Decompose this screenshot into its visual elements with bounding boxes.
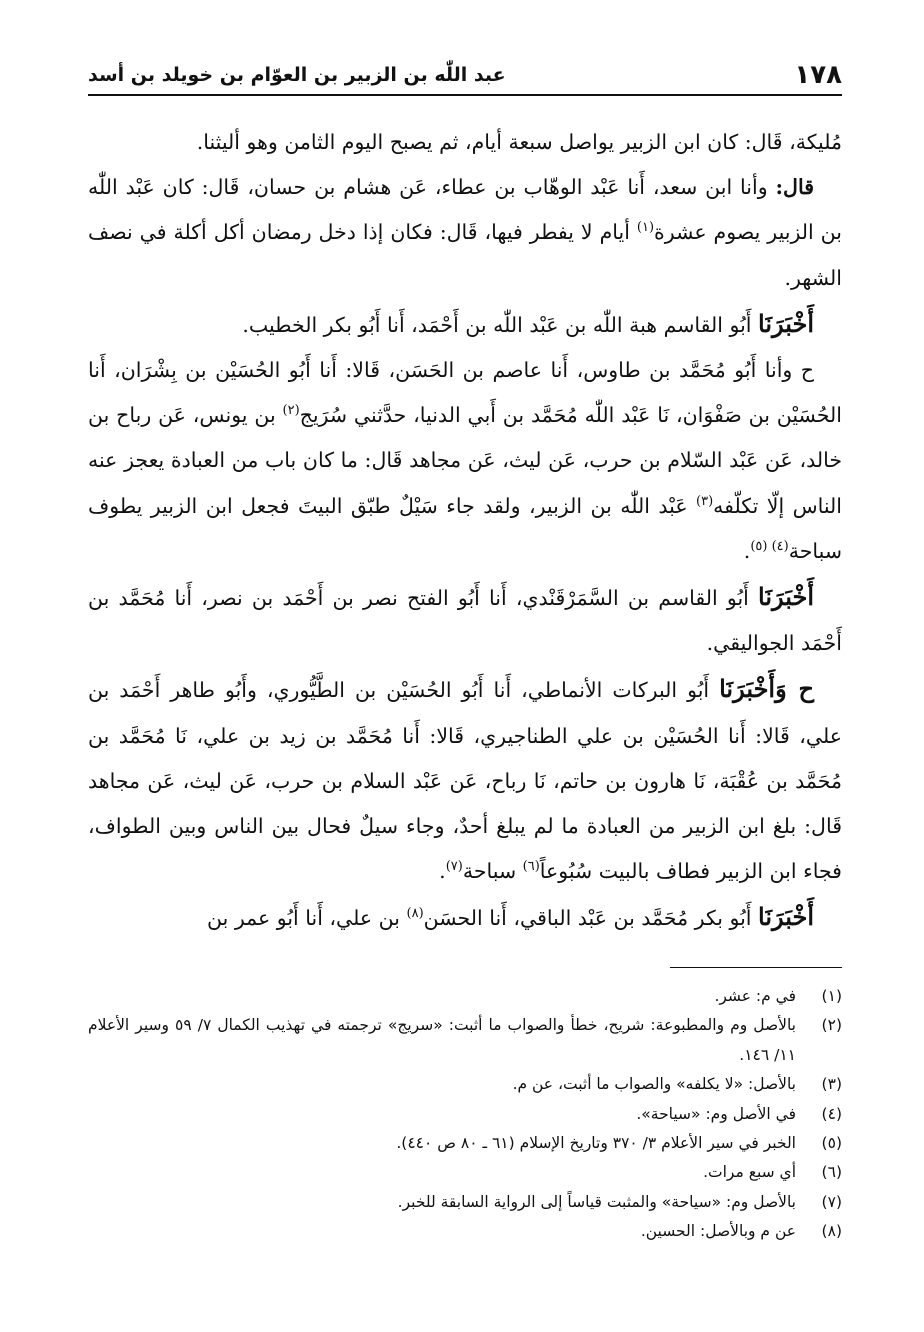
footnote-number: (٤) (821, 1104, 842, 1123)
footnote-number: (٢) (821, 1016, 842, 1035)
footnote-ref[interactable]: (٣) (696, 493, 714, 509)
paragraph-text: أَبُو البركات الأنماطي، أَنا أَبُو الحُسَيْن بن الطَّيُّوري، وأَبُو طاهر أَحْمَد بن علي، قَالا: أَنا الحُسَيْن بن علي الطناجيري، قَالا: أَنا مُحَمَّد بن زيد بن علي، نَا مُحَمَّد بن مُحَمَّد بن عُقْبَة، نَا هارون بن حاتم، نَا رباح، عَن عَبْد السلام بن حرب، عَن ليث، عَن مجاهد قَال: بلغ ابن الزبير من العبادة ما لم يبلغ أحدٌ، وجاء سيلٌ فحال بين الناس وبين الطواف، فجاء ابن الزبير فطاف بالبيت سُبُوعاً (88, 678, 842, 884)
paragraph-text: بن علي، أَنا أَبُو عمر بن (207, 906, 407, 931)
paragraph-5 (88, 574, 842, 666)
paragraph-text: أَبُو بكر مُحَمَّد بن عَبْد الباقي، أَنا الحسَن (423, 906, 759, 931)
footnote-text: بالأصل: «لا يكلفه» والصواب ما أثبت، عن م. (512, 1075, 796, 1094)
running-title: عبد اللّٰه بن الزبير بن العوّام بن خويلد بن أسد (88, 64, 506, 86)
ha-wa-keyword: ح وَ (775, 674, 814, 704)
footnote (88, 1158, 842, 1187)
footnote-ref[interactable]: (٢) (282, 403, 300, 419)
footnote-ref[interactable]: (٤) (٥) (750, 539, 789, 554)
footnote-number: (٨) (821, 1222, 842, 1241)
paragraph-text: بن يونس، عَن رباح بن خالد، عَن عَبْد السّلام بن حرب، عَن ليث، عَن مجاهد قَال: ما كان باب من العبادة يعجز عنه الناس إلّا تكلّفه (88, 403, 842, 518)
paragraph-text: أَبُو القاسم بن السَّمَرْقَنْدي، أَنا أَبُو الفتح نصر بن أَحْمَد بن نصر، أَنا مُحَمَّد بن أَحْمَد الجواليقي. (88, 586, 842, 656)
paragraph-7 (88, 894, 842, 941)
footnote-text: في الأصل وم: «سياحة». (636, 1104, 796, 1123)
footnote-number: (٥) (821, 1134, 842, 1153)
body-text (88, 120, 842, 942)
header-rule (88, 94, 842, 96)
footnote-number: (٦) (821, 1163, 842, 1182)
footnote-text: في م: عشر. (714, 987, 796, 1005)
footnote (88, 1129, 842, 1158)
qala-keyword: قال: (775, 175, 814, 200)
paragraph-text: . (439, 859, 446, 884)
footnote (88, 982, 842, 1011)
paragraph-text: أَبُو القاسم هبة اللّٰه بن عَبْد اللّٰه بن أَحْمَد، أَنا أَبُو بكر الخطيب. (242, 312, 759, 337)
footnote (88, 1217, 842, 1246)
footnote-ref[interactable]: (١) (636, 220, 655, 236)
paragraph-6 (88, 666, 842, 894)
footnote-ref[interactable]: (٨) (406, 906, 424, 922)
akhbarana-keyword: أَخْبَرَنَا (758, 308, 814, 338)
footnote (88, 1188, 842, 1217)
paragraph-4 (88, 348, 842, 574)
footnote (88, 1011, 842, 1070)
paragraph-2 (88, 165, 842, 301)
footnote-ref[interactable]: (٧) (445, 859, 463, 875)
footnote-text: بالأصل وم والمطبوعة: شريح، خطأ والصواب ما أثبت: «سريج» ترجمته في تهذيب الكمال ٧/ ٥٩ وسير الأعلام ١١/ ١٤٦. (88, 1016, 796, 1064)
paragraph-text: سباحة (462, 859, 523, 884)
paragraph-text: ح وأنا أَبُو مُحَمَّد بن طاوس، أَنا عاصم بن الحَسَن، قَالا: أَنا أَبُو الحُسَيْن بن بِشْرَان، أَنا الحُسَيْن بن صَفْوَان، نَا عَبْد اللّٰه مُحَمَّد بن أَبي الدنيا، حدَّثني سُرَيج (88, 358, 842, 428)
page-number: ١٧٨ (794, 60, 842, 90)
paragraph-1 (88, 120, 842, 165)
footnote-text: عن م وبالأصل: الحسين. (640, 1222, 796, 1241)
footnotes (88, 982, 842, 1247)
footnote-number: (٣) (821, 1075, 842, 1094)
paragraph-text: . (743, 538, 751, 563)
footnote-rule (670, 967, 842, 968)
paragraph-text: مُليكة، قَال: كان ابن الزبير يواصل سبعة أيام، ثم يصبح اليوم الثامن وهو أليثنا. (196, 130, 842, 154)
footnote (88, 1070, 842, 1099)
footnote-text: بالأصل وم: «سياحة» والمثبت قياساً إلى الرواية السابقة للخبر. (397, 1192, 796, 1211)
paragraph-text: عَبْد اللّٰه بن الزبير، ولقد جاء سَيْلٌ طبّق البيتَ فجعل ابن الزبير يطوف سباحة (88, 493, 842, 563)
akhbarana-keyword: أَخْبَرَنَا (758, 582, 814, 612)
footnote-text: أي سبع مرات. (703, 1163, 796, 1182)
footnote (88, 1100, 842, 1129)
paragraph-text: وأنا ابن سعد، أَنا عَبْد الوهّاب بن عطاء، عَن هشام بن حسان، قَال: كان عَبْد اللّٰه بن الزبير يصوم عشرة (88, 175, 842, 245)
footnote-text: الخبر في سير الأعلام ٣/ ٣٧٠ وتاريخ الإسلام (٦١ ـ ٨٠ ص ٤٤٠). (396, 1134, 796, 1153)
paragraph-text: أيام لا يفطر فيها، قَال: فكان إذا دخل رمضان أكل أكلة في نصف الشهر. (88, 220, 842, 290)
footnote-ref[interactable]: (٦) (522, 859, 540, 875)
paragraph-3 (88, 301, 842, 348)
page-header (88, 52, 842, 94)
akhbarana-keyword: أَخْبَرَنَا (758, 902, 814, 932)
footnote-number: (٧) (821, 1192, 842, 1211)
akhbarana-keyword: أَخْبَرَنَا (719, 674, 776, 704)
footnote-number: (١) (821, 987, 842, 1005)
